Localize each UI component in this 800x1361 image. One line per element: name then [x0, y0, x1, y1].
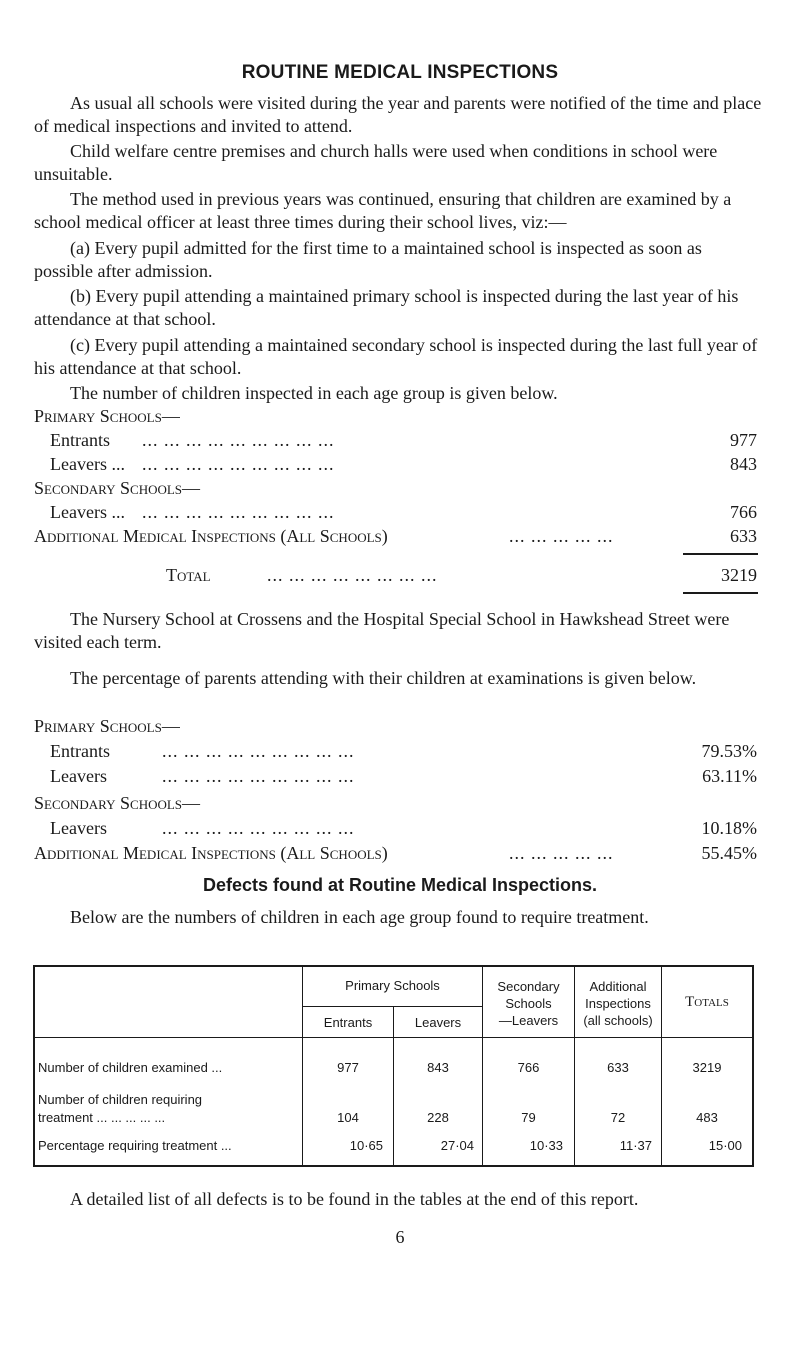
inspected-total-row: Total ... ... ... ... ... ... ... ... 3219	[166, 565, 757, 585]
inspected-total-value: 3219	[721, 565, 757, 585]
attending-secondary-leavers-row: Leavers ... ... ... ... ... ... ... ... ... 10.18%	[50, 818, 757, 838]
header-entrants: Entrants	[323, 1015, 373, 1030]
intro-paragraph-3: The method used in previous years was continued, ensuring that children are examined by a school medical officer at least three times during their school lives, viz:—	[34, 189, 732, 232]
header-totals: Totals	[685, 994, 729, 1010]
cell-examined-additional: 633	[607, 1060, 629, 1075]
attending-primary-heading: Primary Schools—	[34, 716, 180, 736]
cell-percentage-entrants: 10·65	[349, 1138, 383, 1153]
inspected-secondary-leavers-value: 766	[730, 502, 757, 522]
nursery-note: The Nursery School at Crossens and the Hospital Special School in Hawkshead Street were visited each term.	[34, 609, 730, 652]
rule-b: (b) Every pupil attending a maintained primary school is inspected during the last year of his attendance at that school.	[34, 286, 739, 329]
closing-paragraph: A detailed list of all defects is to be found in the tables at the end of this report.	[70, 1189, 639, 1209]
page-title: ROUTINE MEDICAL INSPECTIONS	[241, 62, 559, 83]
cell-percentage-leavers: 27·04	[440, 1138, 474, 1153]
cell-examined-secondary: 766	[517, 1060, 540, 1075]
inspected-additional-value: 633	[730, 526, 757, 546]
attending-entrants-value: 79.53%	[701, 741, 757, 761]
intro-paragraph-2: Child welfare centre premises and church halls were used when conditions in school were unsuitable.	[34, 141, 718, 184]
cell-requiring-secondary: 79	[521, 1110, 536, 1125]
cell-requiring-leavers: 228	[427, 1110, 449, 1125]
inspected-entrants-row: Entrants ... ... ... ... ... ... ... ... ... 977	[50, 430, 757, 450]
header-primary-schools: Primary Schools	[345, 978, 440, 993]
inspected-entrants-value: 977	[730, 430, 757, 450]
cell-examined-leavers: 843	[427, 1060, 449, 1075]
inspected-secondary-leavers-label: Leavers ...	[50, 502, 125, 522]
inspected-total-label: Total	[166, 565, 211, 585]
header-additional: Additional Inspections (all schools)	[583, 979, 653, 1028]
cell-percentage-additional: 11·37	[619, 1138, 652, 1153]
intro-paragraph-4: The number of children inspected in each age group is given below.	[70, 383, 558, 403]
cell-requiring-totals: 483	[696, 1110, 718, 1125]
defects-intro: Below are the numbers of children in each age group found to require treatment.	[70, 907, 649, 927]
inspected-secondary-leavers-row: Leavers ... ... ... ... ... ... ... ... ... ... 766	[50, 502, 757, 522]
cell-examined-entrants: 977	[337, 1060, 359, 1075]
cell-requiring-additional: 72	[610, 1110, 626, 1125]
attending-leavers-label: Leavers	[50, 766, 107, 786]
cell-percentage-secondary: 10·33	[529, 1138, 563, 1153]
cell-percentage-totals: 15·00	[708, 1138, 742, 1153]
total-rule	[683, 592, 758, 594]
attending-leavers-row: Leavers ... ... ... ... ... ... ... ... ... 63.11%	[50, 766, 757, 786]
row-label-percentage: Percentage requiring treatment ...	[38, 1138, 232, 1153]
row-label-examined: Number of children examined ...	[38, 1060, 223, 1075]
rule-c: (c) Every pupil attending a maintained secondary school is inspected during the last full year of his attendance at that school.	[34, 335, 758, 378]
percentage-intro: The percentage of parents attending with their children at examinations is given below.	[70, 668, 697, 688]
attending-secondary-heading: Secondary Schools—	[34, 793, 201, 813]
inspected-entrants-label: Entrants	[50, 430, 110, 450]
attending-entrants-label: Entrants	[50, 741, 110, 761]
inspected-additional-row: Additional Medical Inspections (All Schools) ... ... ... ... ... 633	[34, 526, 757, 546]
cell-requiring-entrants: 104	[337, 1110, 359, 1125]
inspected-leavers-label: Leavers ...	[50, 454, 125, 474]
cell-examined-totals: 3219	[692, 1060, 722, 1075]
attending-secondary-leavers-value: 10.18%	[701, 818, 757, 838]
intro-paragraph-1: As usual all schools were visited during the year and parents were notified of the time and place of medical inspections and invited to attend.	[34, 93, 762, 136]
inspected-primary-heading: Primary Schools—	[34, 406, 180, 426]
attending-secondary-leavers-label: Leavers	[50, 818, 107, 838]
attending-leavers-value: 63.11%	[702, 766, 757, 786]
attending-entrants-row: Entrants ... ... ... ... ... ... ... ... ... 79.53%	[50, 741, 757, 761]
row-label-requiring-1: Number of children requiring	[38, 1092, 203, 1107]
inspected-leavers-value: 843	[730, 454, 757, 474]
rule-a: (a) Every pupil admitted for the first time to a maintained school is inspected as soon as possible after admission.	[34, 238, 702, 281]
inspected-additional-label: Additional Medical Inspections (All Schools)	[34, 526, 388, 546]
subtotal-rule	[683, 553, 758, 555]
attending-additional-value: 55.45%	[701, 843, 757, 863]
inspected-leavers-row: Leavers ... ... ... ... ... ... ... ... ... ... 843	[50, 454, 757, 474]
inspected-secondary-heading: Secondary Schools—	[34, 478, 201, 498]
header-leavers: Leavers	[414, 1015, 462, 1030]
header-secondary: Secondary Schools —Leavers	[497, 979, 560, 1028]
attending-additional-label: Additional Medical Inspections (All Schools)	[34, 843, 388, 863]
attending-additional-row: Additional Medical Inspections (All Schools) ... ... ... ... ... 55.45%	[34, 843, 757, 863]
row-label-requiring-2: treatment ... ... ... ... ...	[38, 1110, 166, 1125]
defects-title: Defects found at Routine Medical Inspections.	[202, 875, 598, 895]
page-number: 6	[395, 1227, 405, 1247]
